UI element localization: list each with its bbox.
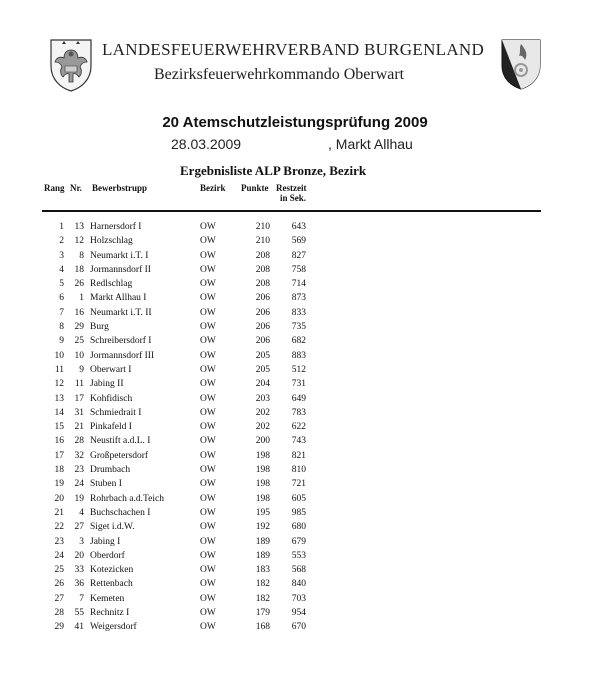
- cell-bezirk: OW: [200, 307, 216, 318]
- cell-rang: 20: [54, 493, 64, 504]
- cell-punkte: 205: [255, 350, 270, 361]
- cell-team: Kotezicken: [90, 565, 134, 576]
- cell-punkte: 200: [255, 436, 270, 447]
- cell-punkte: 202: [255, 407, 270, 418]
- cell-team: Siget i.d.W.: [90, 522, 135, 533]
- cell-bezirk: OW: [200, 593, 216, 604]
- cell-punkte: 205: [255, 364, 270, 375]
- cell-punkte: 210: [255, 222, 270, 232]
- cell-punkte: 208: [255, 279, 270, 290]
- cell-team: Holzschlag: [90, 236, 133, 247]
- column-header-punkte: Punkte: [241, 183, 269, 193]
- result-list-title: Ergebnisliste ALP Bronze, Bezirk: [180, 163, 367, 178]
- cell-nr: 19: [74, 493, 84, 504]
- cell-nr: 17: [74, 393, 84, 404]
- organization-subtitle: Bezirksfeuerwehrkommando Oberwart: [154, 66, 405, 83]
- cell-punkte: 198: [255, 493, 270, 504]
- cell-bezirk: OW: [200, 493, 216, 504]
- cell-punkte: 210: [255, 236, 270, 247]
- cell-restzeit: 622: [291, 422, 306, 433]
- table-row: [0, 608, 590, 622]
- table-row: [0, 293, 590, 307]
- cell-rang: 9: [59, 336, 64, 347]
- cell-bezirk: OW: [200, 622, 216, 633]
- cell-team: Kohfidisch: [90, 393, 133, 404]
- cell-restzeit: 682: [291, 336, 306, 347]
- table-row: [0, 436, 590, 450]
- cell-restzeit: 873: [291, 293, 306, 304]
- cell-punkte: 195: [255, 507, 270, 518]
- table-row: [0, 494, 590, 508]
- cell-team: Neumarkt i.T. I: [90, 250, 149, 261]
- cell-bezirk: OW: [200, 250, 216, 261]
- column-header-restzeit: [276, 183, 306, 203]
- cell-restzeit: 670: [291, 622, 306, 633]
- table-row: [0, 308, 590, 322]
- cell-bezirk: OW: [200, 264, 216, 275]
- cell-rang: 2: [59, 236, 64, 247]
- cell-rang: 25: [54, 565, 64, 576]
- cell-bezirk: OW: [200, 536, 216, 547]
- cell-restzeit: 821: [291, 450, 306, 461]
- cell-restzeit: 840: [291, 579, 306, 590]
- cell-punkte: 189: [255, 536, 270, 547]
- cell-team: Burg: [90, 322, 109, 333]
- cell-restzeit: 833: [291, 307, 306, 318]
- cell-restzeit: 643: [291, 222, 306, 232]
- cell-rang: 14: [54, 407, 64, 418]
- cell-restzeit: 954: [291, 608, 306, 619]
- cell-rang: 24: [54, 550, 64, 561]
- cell-bezirk: OW: [200, 550, 216, 561]
- column-header-restzeit-line2: in Sek.: [280, 193, 307, 203]
- cell-bezirk: OW: [200, 422, 216, 433]
- cell-punkte: 203: [255, 393, 270, 404]
- cell-nr: 23: [74, 465, 84, 476]
- cell-punkte: 183: [255, 565, 270, 576]
- cell-team: Harnersdorf I: [90, 222, 142, 232]
- coat-of-arms-icon: [48, 36, 94, 92]
- cell-rang: 28: [54, 608, 64, 619]
- column-header-restzeit-line1: Restzeit: [276, 183, 307, 193]
- table-row: [0, 394, 590, 408]
- cell-team: Oberdorf: [90, 550, 125, 561]
- cell-bezirk: OW: [200, 222, 216, 232]
- cell-rang: 18: [54, 465, 64, 476]
- table-row: [0, 565, 590, 579]
- column-header-rang: Rang: [44, 183, 65, 193]
- cell-nr: 18: [74, 264, 84, 275]
- cell-punkte: 206: [255, 322, 270, 333]
- table-row: [0, 622, 590, 636]
- cell-nr: 16: [74, 307, 84, 318]
- cell-rang: 16: [54, 436, 64, 447]
- cell-nr: 10: [74, 350, 84, 361]
- cell-rang: 10: [54, 350, 64, 361]
- cell-team: Pinkafeld I: [90, 422, 132, 433]
- table-row: [0, 579, 590, 593]
- table-row: [0, 251, 590, 265]
- contest-place: , Markt Allhau: [328, 136, 413, 152]
- cell-rang: 11: [54, 364, 64, 375]
- cell-team: Rechnitz I: [90, 608, 130, 619]
- cell-nr: 13: [74, 222, 84, 232]
- cell-restzeit: 721: [291, 479, 306, 490]
- organization-title: LANDESFEUERWEHRVERBAND BURGENLAND: [102, 40, 485, 59]
- cell-nr: 21: [74, 422, 84, 433]
- cell-restzeit: 743: [291, 436, 306, 447]
- cell-rang: 4: [59, 264, 64, 275]
- cell-nr: 3: [79, 536, 84, 547]
- cell-restzeit: 827: [291, 250, 306, 261]
- cell-bezirk: OW: [200, 322, 216, 333]
- cell-rang: 19: [54, 479, 64, 490]
- cell-punkte: 168: [255, 622, 270, 633]
- cell-rang: 6: [59, 293, 64, 304]
- cell-punkte: 208: [255, 250, 270, 261]
- results-table: [0, 222, 590, 637]
- cell-bezirk: OW: [200, 579, 216, 590]
- cell-rang: 13: [54, 393, 64, 404]
- cell-punkte: 206: [255, 293, 270, 304]
- table-row: [0, 408, 590, 422]
- table-row: [0, 479, 590, 493]
- cell-rang: 12: [54, 379, 64, 390]
- cell-bezirk: OW: [200, 279, 216, 290]
- fire-brigade-emblem-icon: [500, 38, 542, 90]
- contest-title: 20 Atemschutzleistungsprüfung 2009: [162, 114, 428, 131]
- cell-restzeit: 735: [291, 322, 306, 333]
- cell-team: Rettenbach: [90, 579, 133, 590]
- cell-bezirk: OW: [200, 407, 216, 418]
- cell-bezirk: OW: [200, 436, 216, 447]
- table-row: [0, 222, 590, 236]
- cell-team: Jabing II: [90, 379, 124, 390]
- cell-restzeit: 783: [291, 407, 306, 418]
- cell-bezirk: OW: [200, 608, 216, 619]
- cell-nr: 7: [79, 593, 84, 604]
- cell-team: Jormannsdorf III: [90, 350, 155, 361]
- cell-nr: 33: [74, 565, 84, 576]
- cell-punkte: 202: [255, 422, 270, 433]
- cell-team: Redlschlag: [90, 279, 133, 290]
- cell-nr: 29: [74, 322, 84, 333]
- cell-team: Schreibersdorf I: [90, 336, 152, 347]
- table-row: [0, 508, 590, 522]
- cell-rang: 22: [54, 522, 64, 533]
- cell-rang: 26: [54, 579, 64, 590]
- cell-restzeit: 680: [291, 522, 306, 533]
- contest-date: 28.03.2009: [171, 136, 242, 152]
- cell-restzeit: 679: [291, 536, 306, 547]
- cell-restzeit: 605: [291, 493, 306, 504]
- cell-restzeit: 568: [291, 565, 306, 576]
- cell-nr: 24: [74, 479, 84, 490]
- table-row: [0, 594, 590, 608]
- cell-bezirk: OW: [200, 565, 216, 576]
- cell-rang: 3: [59, 250, 64, 261]
- cell-nr: 55: [74, 608, 84, 619]
- cell-nr: 4: [79, 507, 84, 518]
- table-row: [0, 451, 590, 465]
- cell-bezirk: OW: [200, 236, 216, 247]
- cell-team: Jabing I: [90, 536, 121, 547]
- cell-bezirk: OW: [200, 450, 216, 461]
- cell-nr: 28: [74, 436, 84, 447]
- cell-bezirk: OW: [200, 336, 216, 347]
- cell-nr: 11: [74, 379, 84, 390]
- cell-restzeit: 810: [291, 465, 306, 476]
- cell-bezirk: OW: [200, 350, 216, 361]
- cell-restzeit: 731: [291, 379, 306, 390]
- table-row: [0, 236, 590, 250]
- table-row: [0, 365, 590, 379]
- cell-nr: 1: [79, 293, 84, 304]
- table-row: [0, 422, 590, 436]
- table-row: [0, 522, 590, 536]
- cell-team: Weigersdorf: [90, 622, 137, 633]
- column-header-team: Bewerbstrupp: [92, 183, 148, 193]
- cell-nr: 12: [74, 236, 84, 247]
- table-row: [0, 351, 590, 365]
- cell-punkte: 198: [255, 479, 270, 490]
- cell-nr: 20: [74, 550, 84, 561]
- cell-rang: 7: [59, 307, 64, 318]
- cell-punkte: 208: [255, 264, 270, 275]
- cell-punkte: 204: [255, 379, 270, 390]
- cell-rang: 23: [54, 536, 64, 547]
- table-row: [0, 379, 590, 393]
- cell-restzeit: 553: [291, 550, 306, 561]
- cell-rang: 15: [54, 422, 64, 433]
- cell-nr: 25: [74, 336, 84, 347]
- cell-bezirk: OW: [200, 364, 216, 375]
- cell-team: Rohrbach a.d.Teich: [90, 493, 164, 504]
- cell-restzeit: 512: [291, 364, 306, 375]
- header-divider: [42, 210, 541, 212]
- table-row: [0, 265, 590, 279]
- cell-team: Buchschachen I: [90, 507, 151, 518]
- cell-bezirk: OW: [200, 379, 216, 390]
- table-row: [0, 551, 590, 565]
- cell-restzeit: 649: [291, 393, 306, 404]
- cell-punkte: 182: [255, 593, 270, 604]
- cell-nr: 31: [74, 407, 84, 418]
- letterhead: [48, 36, 542, 96]
- cell-team: Markt Allhau I: [90, 293, 147, 304]
- cell-rang: 8: [59, 322, 64, 333]
- cell-punkte: 179: [255, 608, 270, 619]
- cell-punkte: 192: [255, 522, 270, 533]
- cell-team: Kemeten: [90, 593, 125, 604]
- cell-rang: 17: [54, 450, 64, 461]
- cell-restzeit: 758: [291, 264, 306, 275]
- cell-restzeit: 569: [291, 236, 306, 247]
- cell-rang: 29: [54, 622, 64, 633]
- cell-nr: 32: [74, 450, 84, 461]
- table-row: [0, 465, 590, 479]
- cell-bezirk: OW: [200, 479, 216, 490]
- cell-punkte: 182: [255, 579, 270, 590]
- cell-punkte: 206: [255, 307, 270, 318]
- table-row: [0, 336, 590, 350]
- cell-punkte: 206: [255, 336, 270, 347]
- cell-punkte: 198: [255, 450, 270, 461]
- cell-team: Jormannsdorf II: [90, 264, 151, 275]
- cell-nr: 8: [79, 250, 84, 261]
- cell-team: Drumbach: [90, 465, 131, 476]
- cell-team: Schmiedrait I: [90, 407, 142, 418]
- cell-nr: 9: [79, 364, 84, 375]
- table-row: [0, 322, 590, 336]
- cell-team: Neumarkt i.T. II: [90, 307, 152, 318]
- cell-team: Großpetersdorf: [90, 450, 149, 461]
- cell-punkte: 189: [255, 550, 270, 561]
- cell-restzeit: 714: [291, 279, 306, 290]
- cell-nr: 27: [74, 522, 84, 533]
- cell-restzeit: 883: [291, 350, 306, 361]
- cell-team: Neustift a.d.L. I: [90, 436, 151, 447]
- cell-bezirk: OW: [200, 507, 216, 518]
- cell-punkte: 198: [255, 465, 270, 476]
- cell-restzeit: 703: [291, 593, 306, 604]
- cell-nr: 36: [74, 579, 84, 590]
- cell-nr: 26: [74, 279, 84, 290]
- cell-bezirk: OW: [200, 293, 216, 304]
- cell-team: Stuben I: [90, 479, 122, 490]
- cell-nr: 41: [74, 622, 84, 633]
- cell-rang: 21: [54, 507, 64, 518]
- cell-bezirk: OW: [200, 393, 216, 404]
- column-header-nr: Nr.: [70, 183, 82, 193]
- cell-rang: 5: [59, 279, 64, 290]
- cell-rang: 27: [54, 593, 64, 604]
- column-header-bezirk: Bezirk: [200, 183, 226, 193]
- cell-restzeit: 985: [291, 507, 306, 518]
- table-row: [0, 537, 590, 551]
- cell-team: Oberwart I: [90, 364, 132, 375]
- cell-bezirk: OW: [200, 465, 216, 476]
- cell-rang: 1: [59, 222, 64, 232]
- cell-bezirk: OW: [200, 522, 216, 533]
- table-row: [0, 279, 590, 293]
